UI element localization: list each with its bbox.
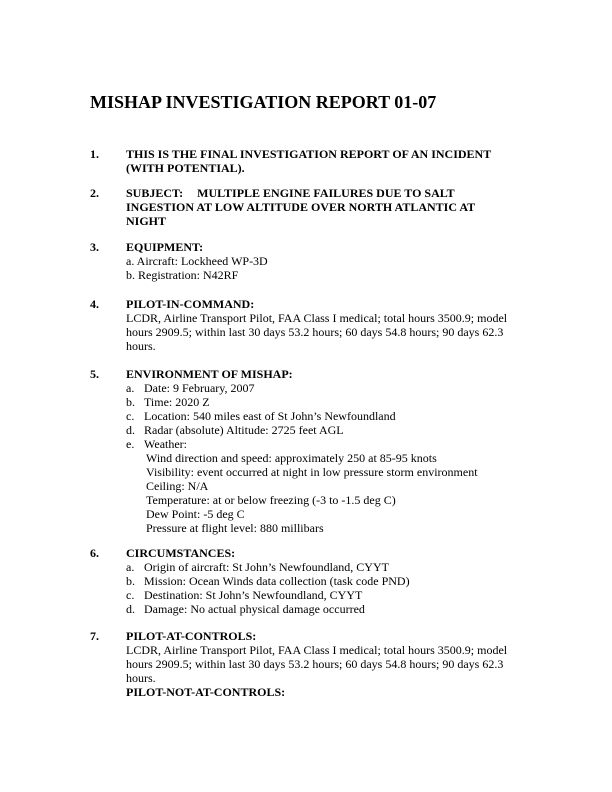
list-item: b. Mission: Ocean Winds data collection (task code PND)	[126, 574, 410, 588]
section-1	[90, 147, 530, 175]
section-1-line: THIS IS THE FINAL INVESTIGATION REPORT OF AN INCIDENT	[126, 147, 492, 161]
section-heading: PILOT-AT-CONTROLS:	[126, 629, 257, 643]
section-1-line: (WITH POTENTIAL).	[126, 161, 245, 175]
list-item: d. Radar (absolute) Altitude: 2725 feet AGL	[126, 423, 344, 437]
weather-line: Ceiling: N/A	[146, 479, 209, 493]
pilot-line: LCDR, Airline Transport Pilot, FAA Class I medical; total hours 3500.9; model	[126, 643, 508, 657]
weather-line: Temperature: at or below freezing (-3 to -1.5 deg C)	[146, 493, 396, 507]
section-heading: CIRCUMSTANCES:	[126, 546, 236, 560]
report-title: MISHAP INVESTIGATION REPORT 01-07	[90, 92, 437, 112]
weather-line: Pressure at flight level: 880 millibars	[146, 521, 324, 535]
section-heading: EQUIPMENT:	[126, 240, 204, 254]
list-item: a. Date: 9 February, 2007	[126, 381, 255, 395]
pilot-line: hours 2909.5; within last 30 days 53.2 hours; 60 days 54.8 hours; 90 days 62.3	[126, 325, 504, 339]
list-item: b. Time: 2020 Z	[126, 395, 210, 409]
subject-line: INGESTION AT LOW ALTITUDE OVER NORTH ATLANTIC AT	[126, 200, 476, 214]
weather-line: Visibility: event occurred at night in low pressure storm environment	[146, 465, 478, 479]
list-item: e. Weather:	[126, 437, 188, 451]
section-number: 7.	[90, 629, 99, 643]
pilot-line: hours 2909.5; within last 30 days 53.2 hours; 60 days 54.8 hours; 90 days 62.3	[126, 657, 504, 671]
section-2	[90, 186, 530, 228]
section-4	[90, 297, 530, 353]
section-3	[90, 240, 530, 282]
section-6	[90, 546, 530, 616]
section-subheading: PILOT-NOT-AT-CONTROLS:	[126, 685, 286, 699]
section-number: 3.	[90, 240, 99, 254]
list-item: c. Destination: St John’s Newfoundland, CYYT	[126, 588, 363, 602]
section-heading: ENVIRONMENT OF MISHAP:	[126, 367, 293, 381]
section-number: 2.	[90, 186, 99, 200]
list-item: d. Damage: No actual physical damage occurred	[126, 602, 365, 616]
subject-line: MULTIPLE ENGINE FAILURES DUE TO SALT	[197, 186, 455, 200]
pilot-line: hours.	[126, 339, 156, 353]
section-heading: PILOT-IN-COMMAND:	[126, 297, 255, 311]
section-number: 6.	[90, 546, 99, 560]
list-item: c. Location: 540 miles east of St John’s Newfoundland	[126, 409, 396, 423]
equipment-line: b. Registration: N42RF	[126, 268, 239, 282]
section-7	[90, 629, 530, 699]
subject-label: SUBJECT:	[126, 186, 184, 200]
pilot-line: hours.	[126, 671, 156, 685]
equipment-line: a. Aircraft: Lockheed WP-3D	[126, 254, 268, 268]
weather-line: Dew Point: -5 deg C	[146, 507, 245, 521]
section-number: 5.	[90, 367, 99, 381]
weather-line: Wind direction and speed: approximately 250 at 85-95 knots	[146, 451, 437, 465]
list-item: a. Origin of aircraft: St John’s Newfoundland, CYYT	[126, 560, 389, 574]
subject-line: NIGHT	[126, 214, 167, 228]
pilot-line: LCDR, Airline Transport Pilot, FAA Class I medical; total hours 3500.9; model	[126, 311, 508, 325]
section-number: 1.	[90, 147, 99, 161]
section-5	[90, 367, 530, 535]
section-number: 4.	[90, 297, 99, 311]
